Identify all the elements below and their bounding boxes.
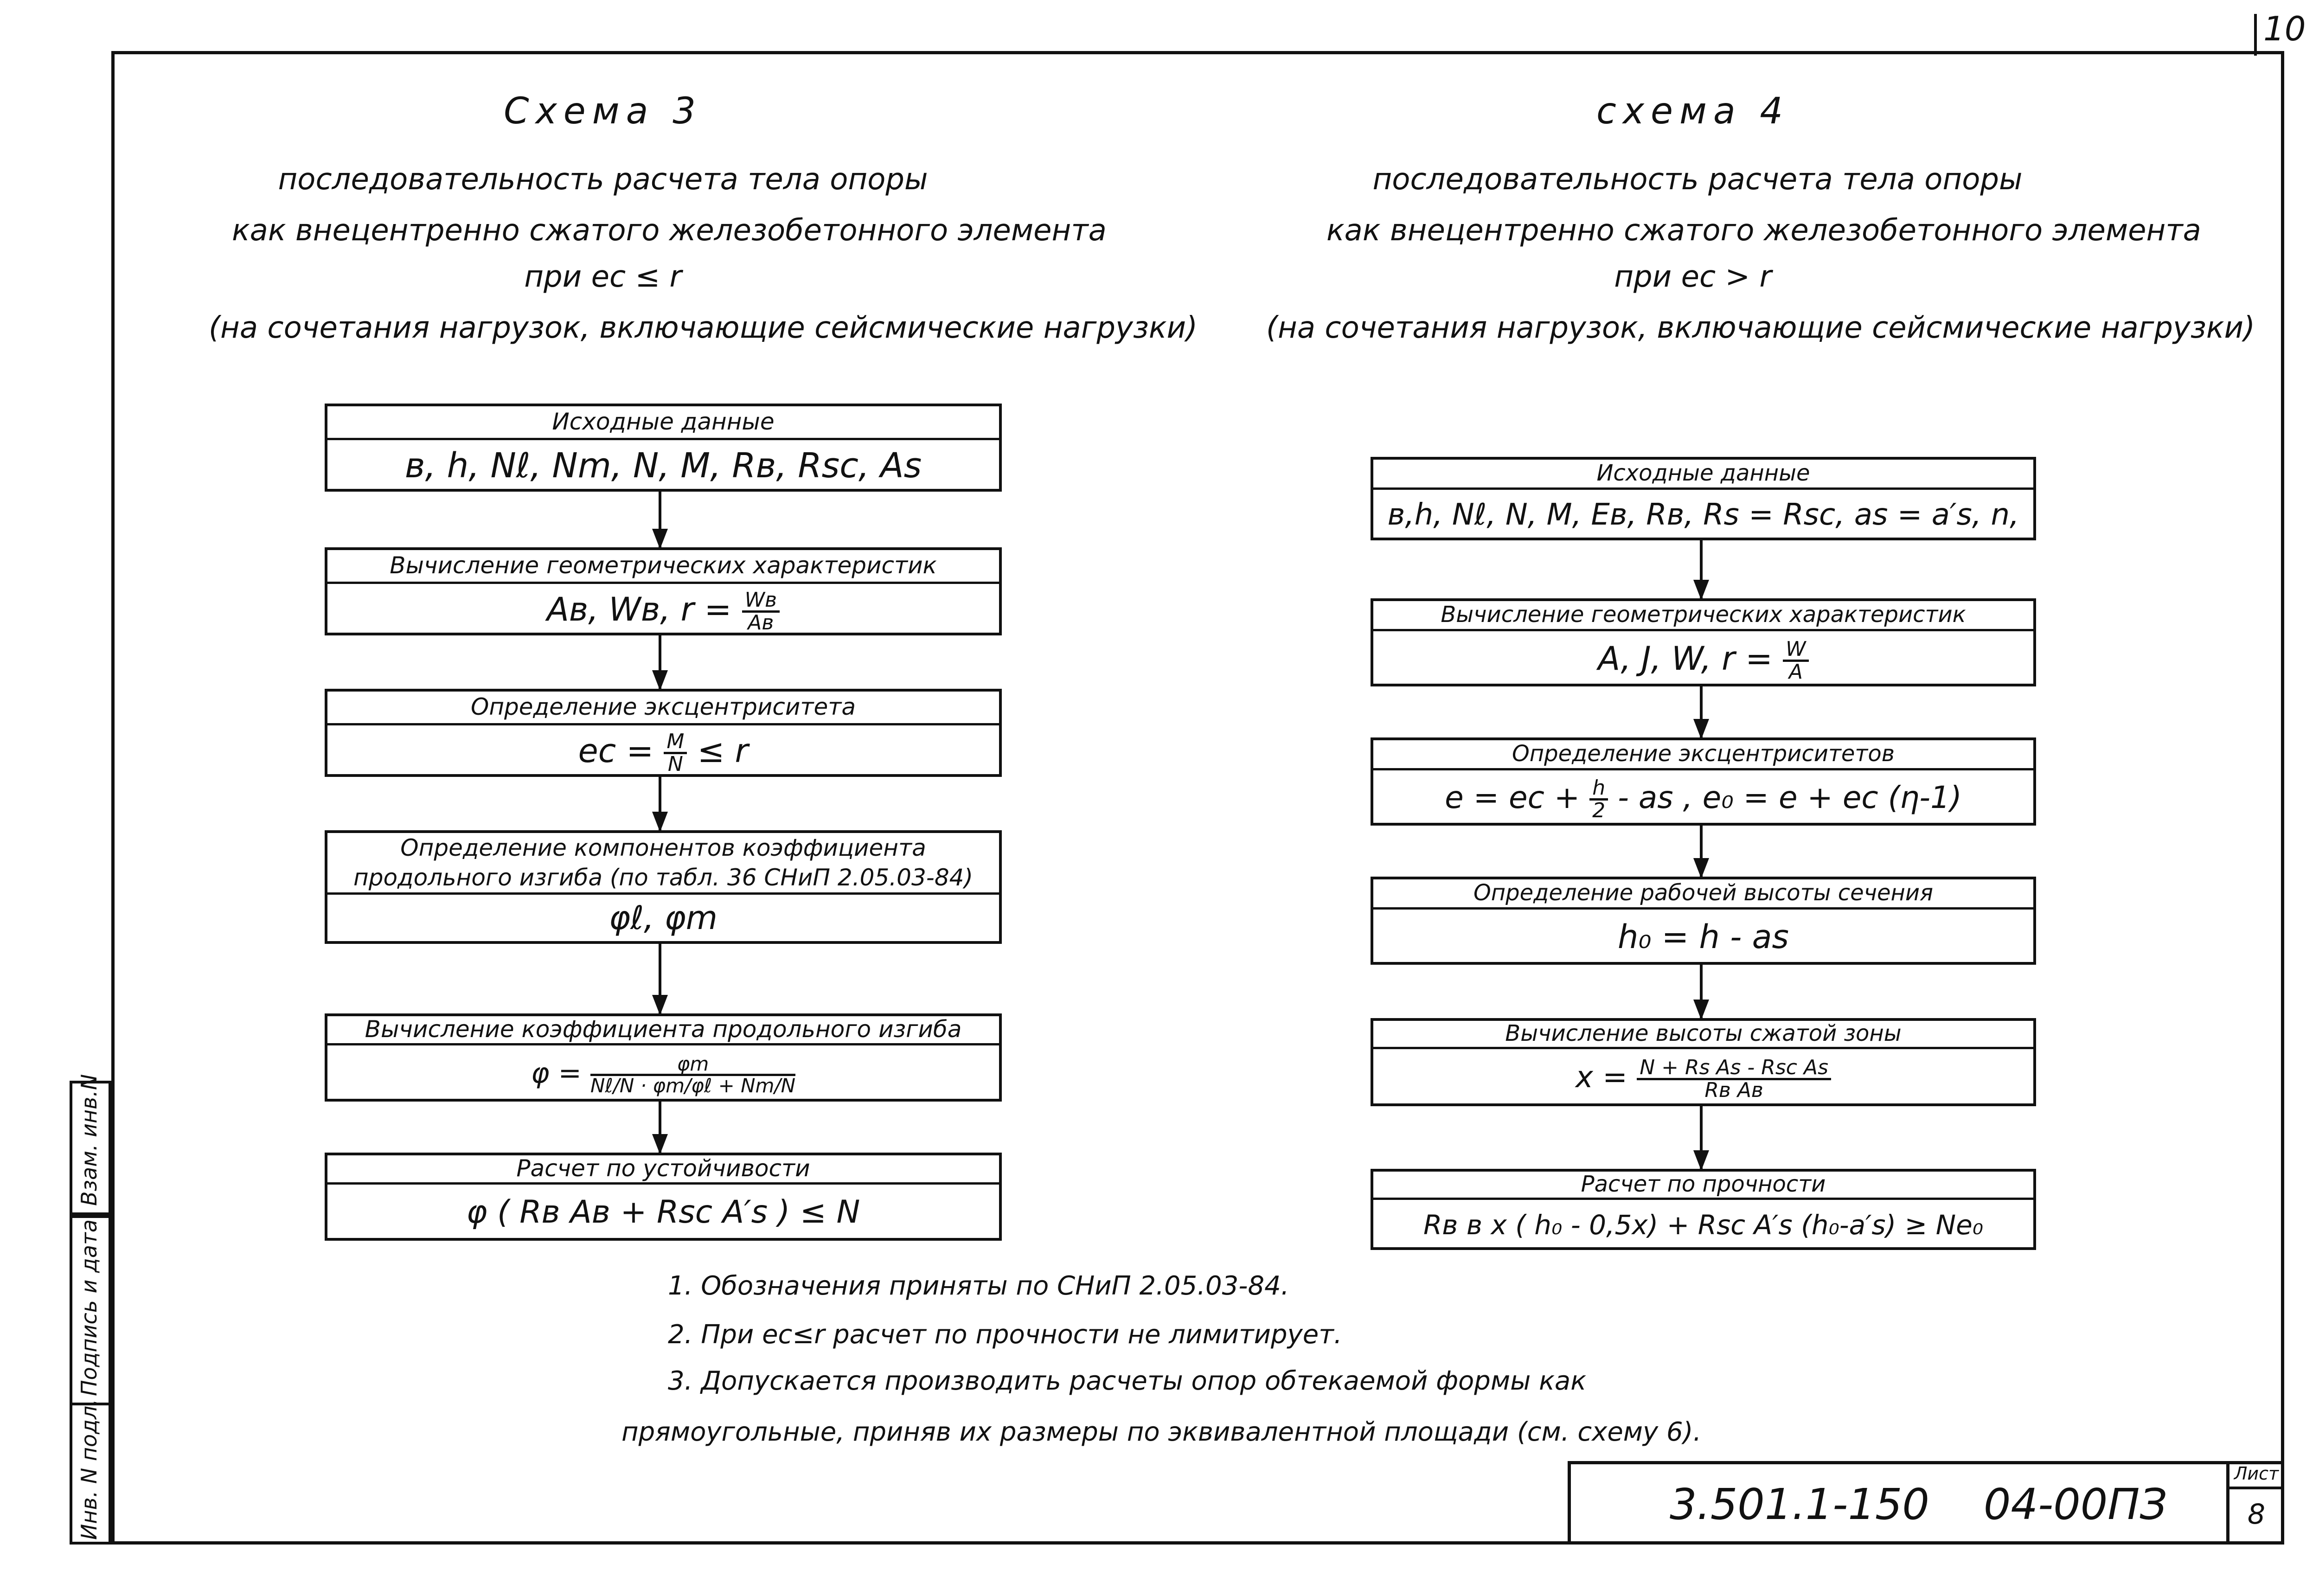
- page-number-tick: [2254, 14, 2257, 56]
- side-label-vzam: Взам. инв.N: [77, 1074, 102, 1206]
- arrow: [659, 635, 661, 689]
- fraction-denominator: 2: [1592, 799, 1606, 823]
- note-3-cont: прямоугольные, приняв их размеры по эквивалентной площади (см. схему 6).: [621, 1417, 1702, 1447]
- arrow: [659, 1102, 661, 1153]
- block-body: [327, 1045, 999, 1101]
- scheme4-block-compressed-zone: [1371, 1018, 2036, 1106]
- scheme4-desc3: (на сочетания нагрузок, включающие сейсмические нагрузки): [1266, 311, 2255, 345]
- fraction-numerator: N + Rs As - Rsc As: [1637, 1058, 1831, 1080]
- fraction-numerator: M: [664, 731, 687, 754]
- block-body: [327, 584, 999, 635]
- fraction-denominator: A: [1788, 660, 1803, 684]
- block-header: Исходные данные: [1373, 460, 2033, 490]
- block-body: [1373, 631, 2033, 686]
- block-header: Вычисление высоты сжатой зоны: [1373, 1021, 2033, 1049]
- fraction-denominator: N: [667, 752, 683, 776]
- block-header: Вычисление коэффициента продольного изгиба: [327, 1016, 999, 1045]
- block-header: Расчет по устойчивости: [327, 1155, 999, 1185]
- scheme4-block-eccentricities: [1371, 737, 2036, 826]
- scheme4-block-working-height: [1371, 877, 2036, 965]
- fraction-denominator: Nℓ/N · φm/φℓ + Nm/N: [590, 1074, 796, 1097]
- side-label-sign: Подпись и дата: [77, 1219, 102, 1396]
- arrow: [659, 492, 661, 547]
- sheet-cell-divider: [2226, 1487, 2284, 1489]
- sheet-label: Лист: [2234, 1463, 2279, 1484]
- block-header-line: Определение компонентов коэффициента: [400, 834, 926, 861]
- block-body: в,h, Nℓ, N, M, Eв, Rв, Rs = Rsc, as = a′s, n,: [1387, 498, 2019, 532]
- arrow: [659, 944, 661, 1013]
- scheme4-title: схема 4: [1596, 90, 1790, 132]
- fraction-denominator: Aв: [748, 611, 774, 635]
- block-body: φℓ, φm: [609, 899, 717, 937]
- note-2: 2. При eс≤r расчет по прочности не лимитирует.: [668, 1320, 1342, 1350]
- formula-text: A, J, W, r =: [1598, 640, 1773, 678]
- block-body: [1373, 1049, 2033, 1106]
- fraction-numerator: φm: [590, 1054, 795, 1076]
- fraction: [664, 731, 687, 775]
- arrow: [1700, 540, 1703, 598]
- scheme3-block-input: [325, 404, 1002, 492]
- scheme3-block-stability: [325, 1153, 1002, 1241]
- fraction: [1783, 639, 1809, 682]
- arrow: [1700, 686, 1703, 737]
- block-header: Расчет по прочности: [1373, 1172, 2033, 1200]
- fraction: [1589, 778, 1608, 821]
- note-3: 3. Допускается производить расчеты опор обтекаемой формы как: [668, 1366, 1587, 1396]
- fraction-numerator: W: [1783, 639, 1809, 662]
- scheme3-block-eccentricity: [325, 689, 1002, 777]
- block-header-line: продольного изгиба (по табл. 36 СНиП 2.05.03-84): [353, 864, 973, 891]
- formula-text: - as , e₀ = e + eс (η-1): [1618, 780, 1962, 815]
- formula-text: ≤ r: [697, 732, 749, 770]
- scheme3-block-buckling-coefficient: [325, 1013, 1002, 1102]
- block-header: Определение эксцентриситета: [327, 692, 999, 725]
- scheme3-desc2: как внецентренно сжатого железобетонного элемента: [232, 213, 1107, 248]
- scheme4-desc1: последовательность расчета тела опоры: [1372, 162, 2023, 197]
- scheme4-desc2: как внецентренно сжатого железобетонного элемента: [1326, 213, 2201, 248]
- formula-text: φ =: [531, 1057, 582, 1090]
- block-body: Rв в x ( h₀ - 0,5x) + Rsc A′s (h₀-a′s) ≥ Ne₀: [1423, 1209, 1984, 1241]
- formula-text: eс =: [578, 732, 654, 770]
- formula-text: x =: [1576, 1060, 1627, 1095]
- scheme3-title: Схема 3: [504, 90, 702, 132]
- fraction-numerator: h: [1589, 778, 1608, 801]
- side-label-inv: Инв. N подл.: [77, 1399, 102, 1540]
- scheme4-block-input: [1371, 457, 2036, 540]
- block-body: φ ( Rв Aв + Rsc A′s ) ≤ N: [466, 1194, 860, 1231]
- scheme3-block-buckling-components: [325, 830, 1002, 944]
- formula-text: Aв, Wв, r =: [547, 590, 732, 628]
- fraction-numerator: Wв: [742, 590, 780, 613]
- scheme4-block-geometry: [1371, 598, 2036, 686]
- scheme4-condition: при eс > r: [1614, 260, 1772, 294]
- block-header: Исходные данные: [327, 406, 999, 440]
- arrow: [1700, 965, 1703, 1018]
- arrow: [659, 777, 661, 830]
- block-body: [1373, 770, 2033, 825]
- scheme3-condition: при eс ≤ r: [524, 260, 682, 294]
- document-code: 3.501.1-150 04-00ПЗ: [1670, 1480, 2167, 1529]
- scheme3-desc1: последовательность расчета тела опоры: [278, 162, 928, 197]
- sheet-number: 8: [2247, 1498, 2266, 1531]
- scheme4-block-strength: [1371, 1169, 2036, 1250]
- block-body: в, h, Nℓ, Nm, N, M, Rв, Rsc, As: [404, 446, 922, 486]
- formula-text: e = eс +: [1445, 780, 1580, 815]
- block-header: [327, 833, 999, 895]
- block-header: Вычисление геометрических характеристик: [1373, 601, 2033, 631]
- block-header: Вычисление геометрических характеристик: [327, 550, 999, 584]
- fraction: [590, 1054, 795, 1096]
- fraction-denominator: Rв Aв: [1704, 1078, 1763, 1102]
- arrow: [1700, 826, 1703, 877]
- scheme3-desc3: (на сочетания нагрузок, включающие сейсмические нагрузки): [209, 311, 1198, 345]
- block-header: Определение эксцентриситетов: [1373, 740, 2033, 770]
- note-1: 1. Обозначения приняты по СНиП 2.05.03-84.: [668, 1271, 1289, 1301]
- fraction: [742, 590, 780, 633]
- arrow: [1700, 1106, 1703, 1169]
- scheme3-block-geometry: [325, 547, 1002, 635]
- fraction: [1637, 1055, 1831, 1102]
- block-body: [327, 725, 999, 776]
- page-number: 10: [2263, 9, 2306, 48]
- block-body: h₀ = h - as: [1617, 918, 1789, 956]
- block-header: Определение рабочей высоты сечения: [1373, 879, 2033, 910]
